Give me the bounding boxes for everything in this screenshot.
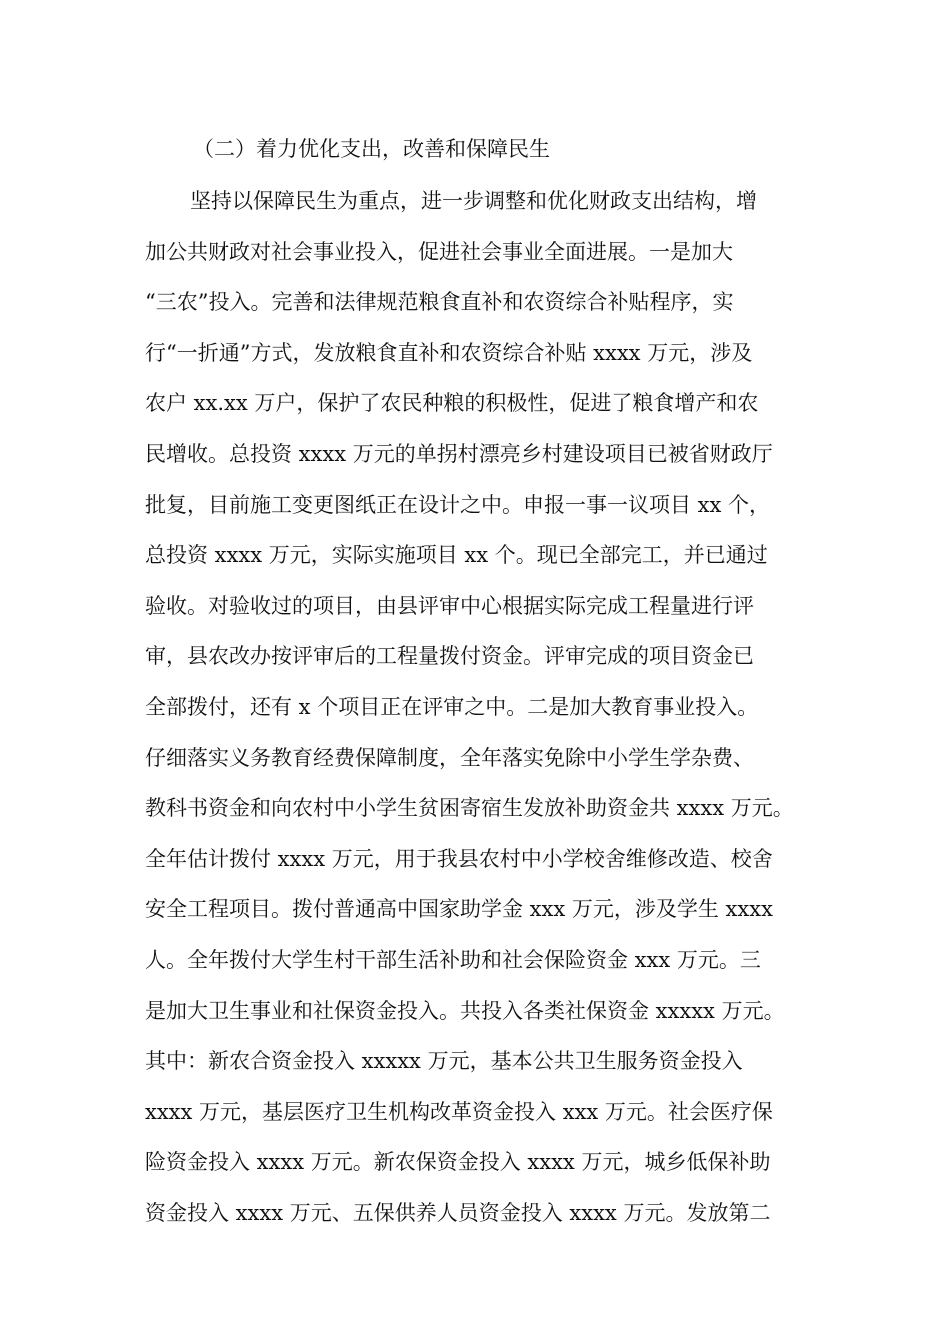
text-line: 是加大卫生事业和社保资金投入。共投入各类社保资金 xxxxx 万元。	[145, 998, 785, 1023]
text-line: 加公共财政对社会事业投入，促进社会事业全面进展。一是加大	[145, 239, 733, 264]
text-line: 批复，目前施工变更图纸正在设计之中。申报一事一议项目 xx 个，	[145, 492, 771, 517]
text-line: 总投资 xxxx 万元，实际实施项目 xx 个。现已全部完工，并已通过	[145, 543, 768, 568]
text-line: 资金投入 xxxx 万元、五保供养人员资金投入 xxxx 万元。发放第二	[145, 1200, 771, 1225]
text-line: 教科书资金和向农村中小学生贫困寄宿生发放补助资金共 xxxx 万元。	[145, 796, 794, 821]
body-paragraph	[145, 184, 815, 1246]
text-line: 农户 xx.xx 万户，保护了农民种粮的积极性，促进了粮食增产和农	[145, 391, 759, 416]
text-line: xxxx 万元，基层医疗卫生机构改革资金投入 xxx 万元。社会医疗保	[145, 1099, 773, 1124]
text-line: 全年估计拨付 xxxx 万元，用于我县农村中小学校舍维修改造、校舍	[145, 846, 773, 871]
text-line: 人。全年拨付大学生村干部生活补助和社会保险资金 xxx 万元。三	[145, 947, 761, 972]
text-line: “三农”投入。完善和法律规范粮食直补和农资综合补贴程序，实	[145, 290, 734, 315]
text-line: 验收。对验收过的项目，由县评审中心根据实际完成工程量进行评	[145, 593, 754, 618]
text-line: 行“一折通”方式，发放粮食直补和农资综合补贴 xxxx 万元，涉及	[145, 340, 753, 365]
text-line: 险资金投入 xxxx 万元。新农保资金投入 xxxx 万元，城乡低保补助	[145, 1150, 771, 1175]
text-line: 仔细落实义务教育经费保障制度，全年落实免除中小学生学杂费、	[145, 745, 754, 770]
section-heading: （二）着力优化支出，改善和保障民生	[193, 137, 550, 161]
text-line: 其中：新农合资金投入 xxxxx 万元，基本公共卫生服务资金投入	[145, 1049, 743, 1074]
text-line: 审，县农改办按评审后的工程量拨付资金。评审完成的项目资金已	[145, 644, 754, 669]
text-line: 民增收。总投资 xxxx 万元的单拐村漂亮乡村建设项目已被省财政厅	[145, 441, 773, 466]
text-line: 全部拨付，还有 x 个项目正在评审之中。二是加大教育事业投入。	[145, 694, 759, 719]
text-line: 坚持以保障民生为重点，进一步调整和优化财政支出结构，增	[190, 189, 757, 213]
text-line: 安全工程项目。拨付普通高中国家助学金 xxx 万元，涉及学生 xxxx	[145, 897, 773, 922]
